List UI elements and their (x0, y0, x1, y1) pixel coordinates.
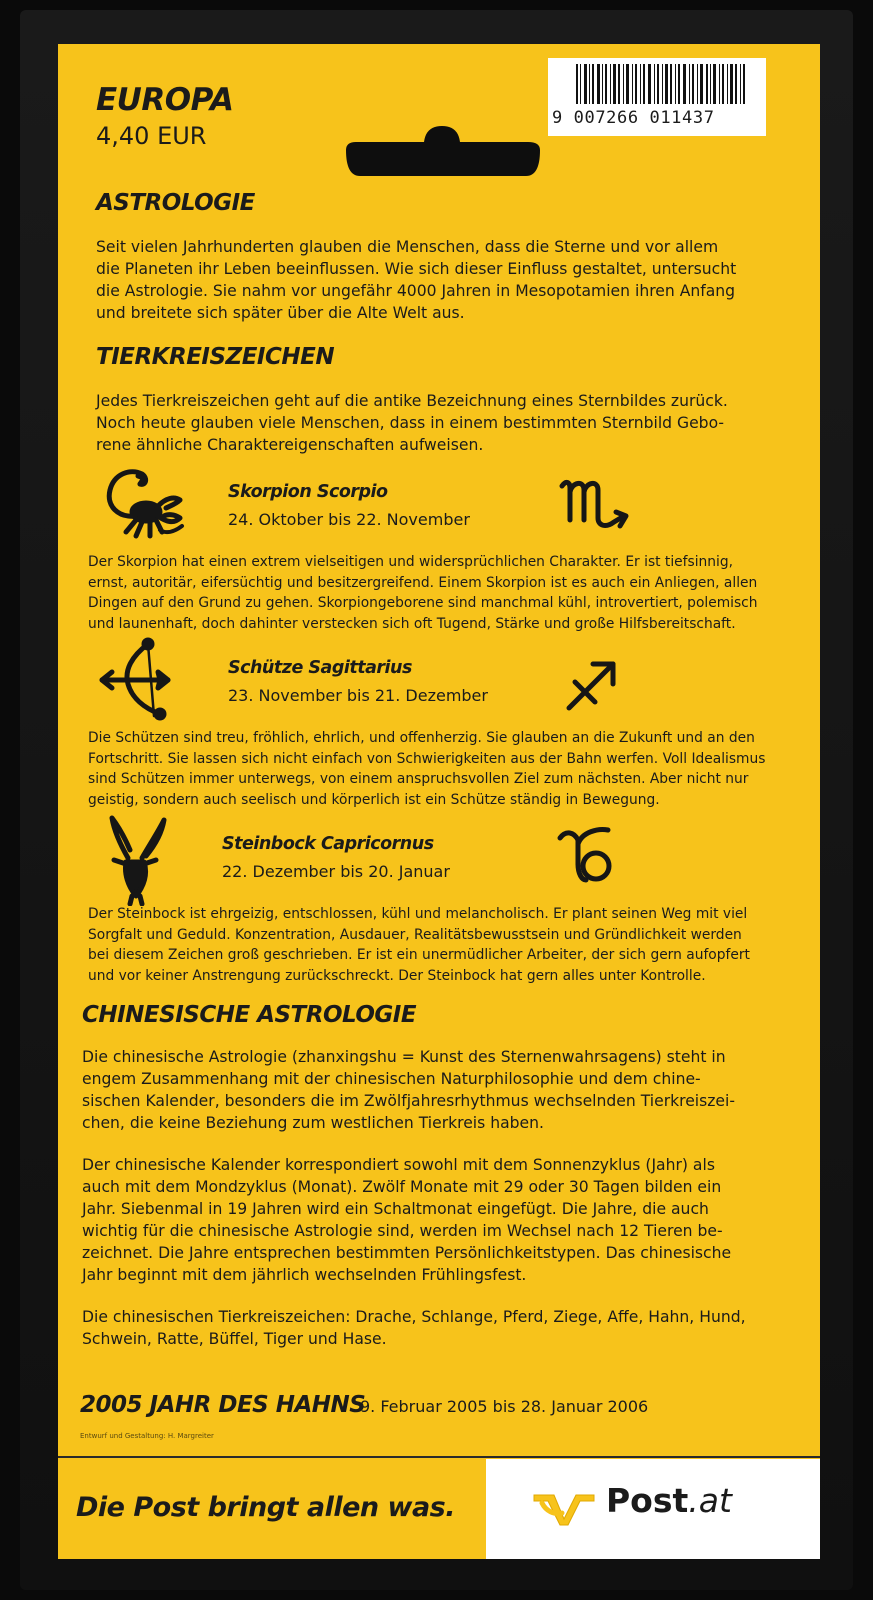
text-line: chen, die keine Beziehung zum westlichen Tierkreis haben. (82, 1114, 544, 1132)
text-line: wichtig für die chinesische Astrologie sind, werden im Wechsel nach 12 Tieren be- (82, 1222, 723, 1240)
barcode (548, 58, 766, 136)
text-line: ernst, autoritär, eifersüchtig und besitzergreifend. Einem Skorpion ist es auch ein Anliegen, allen (88, 574, 758, 591)
text-line: die Astrologie. Sie nahm vor ungefähr 4000 Jahren in Mesopotamien ihren Anfang (96, 282, 736, 300)
text-line: und launenhaft, doch dahinter verstecken sich oft Tugend, Stärke und große Hilfsbereitschaft. (88, 615, 736, 632)
chinese-paragraph-3 (82, 1306, 802, 1350)
text-line: bei diesem Zeichen groß geschrieben. Er ist ein unermüdlicher Arbeiter, der sich gern aufopfert (88, 947, 750, 963)
post-logo (486, 1459, 820, 1559)
text-line: sind Schützen immer unterwegs, von einem anspruchsvollen Ziel zum nächsten. Aber nicht nur (88, 771, 749, 787)
text-line: Dingen auf den Grund zu gehen. Skorpiongeborene sind manchmal kühl, introvertiert, polemisch (88, 595, 758, 611)
hanger-hole (326, 116, 558, 178)
ibex-icon (102, 814, 172, 906)
astrologie-text (96, 236, 796, 324)
text-line: Jedes Tierkreiszeichen geht auf die antike Bezeichnung eines Sternbildes zurück. (96, 392, 728, 410)
heading-jahr-des-hahns: 2005 JAHR DES HAHNS (80, 1392, 366, 1418)
sign-description-sagittarius (88, 728, 803, 810)
barcode-bars (548, 58, 766, 108)
text-line: geistig, sondern auch seelisch und körperlich ist ein Schütze ständig in Bewegung. (88, 791, 660, 808)
text-line: sischen Kalender, besonders die im Zwölfjahresrhythmus wechselnden Tierkreiszei- (82, 1092, 735, 1110)
text-line: Jahr beginnt mit dem jährlich wechselnden Frühlingsfest. (82, 1266, 527, 1284)
barcode-number: 9 007266 011437 (552, 108, 715, 128)
post-logo-text (606, 1481, 732, 1520)
chinese-paragraph-2 (82, 1154, 802, 1286)
stamp-booklet-card (58, 44, 820, 1559)
post-logo-suffix: .at (688, 1481, 732, 1520)
text-line: Der chinesische Kalender korrespondiert sowohl mit dem Sonnenzyklus (Jahr) als (82, 1156, 715, 1174)
text-line: Sorgfalt und Geduld. Konzentration, Ausdauer, Realitätsbewusstsein und Gründlichkeit werden (88, 926, 742, 943)
text-line: Die chinesischen Tierkreiszeichen: Drache, Schlange, Pferd, Ziege, Affe, Hahn, Hund, (82, 1308, 746, 1326)
title-europa: EUROPA (96, 82, 234, 118)
sign-dates-sagittarius: 23. November bis 21. Dezember (228, 686, 488, 705)
chinese-paragraph-1 (82, 1046, 802, 1134)
capricorn-symbol-icon (556, 824, 622, 886)
text-line: auch mit dem Mondzyklus (Monat). Zwölf Monate mit 29 oder 30 Tagen bilden ein (82, 1178, 722, 1196)
sign-description-capricorn (88, 904, 803, 986)
text-line: Der Skorpion hat einen extrem vielseitigen und widersprüchlichen Charakter. Er ist tiefsinnig, (88, 554, 733, 570)
text-line: Die Schützen sind treu, fröhlich, ehrlich, und offenherzig. Sie glauben an die Zukunft und an den (88, 730, 755, 746)
sign-name-sagittarius: Schütze Sagittarius (228, 658, 412, 678)
sagittarius-symbol-icon (563, 654, 623, 714)
text-line: Noch heute glauben viele Menschen, dass in einem bestimmten Sternbild Gebo- (96, 414, 725, 432)
heading-tierkreiszeichen: TIERKREISZEICHEN (96, 344, 335, 370)
sign-name-scorpio: Skorpion Scorpio (228, 482, 388, 502)
text-line: Jahr. Siebenmal in 19 Jahren wird ein Schaltmonat eingefügt. Die Jahre, die auch (82, 1200, 709, 1218)
text-line: zeichnet. Die Jahre entsprechen bestimmten Persönlichkeitstypen. Das chinesische (82, 1244, 732, 1262)
sign-description-scorpio (88, 552, 803, 634)
post-horn-icon (532, 1489, 596, 1527)
tierkreis-text (96, 390, 806, 456)
post-logo-main: Post (606, 1481, 689, 1520)
text-line: rene ähnliche Charaktereigenschaften aufweisen. (96, 436, 484, 454)
scorpion-icon (96, 460, 186, 542)
heading-astrologie: ASTROLOGIE (96, 190, 255, 216)
bow-arrow-icon (98, 636, 178, 722)
sign-name-capricorn: Steinbock Capricornus (222, 834, 434, 854)
price-label: 4,40 EUR (96, 122, 207, 150)
sign-dates-capricorn: 22. Dezember bis 20. Januar (222, 862, 450, 881)
scorpio-symbol-icon (558, 472, 644, 534)
footer-divider (58, 1456, 820, 1458)
text-line: Der Steinbock ist ehrgeizig, entschlossen, kühl und melancholisch. Er plant seinen Weg mit viel (88, 906, 748, 922)
hahn-dates: 9. Februar 2005 bis 28. Januar 2006 (360, 1397, 649, 1416)
slogan: Die Post bringt allen was. (76, 1492, 456, 1523)
text-line: und breitete sich später über die Alte Welt aus. (96, 304, 465, 322)
text-line: Seit vielen Jahrhunderten glauben die Menschen, dass die Sterne und vor allem (96, 238, 719, 256)
text-line: die Planeten ihr Leben beeinflussen. Wie sich dieser Einfluss gestaltet, untersucht (96, 260, 737, 278)
text-line: Fortschritt. Sie lassen sich nicht einfach von Schwierigkeiten aus der Bahn werfen. Voll Idealismus (88, 750, 766, 767)
text-line: Schwein, Ratte, Büffel, Tiger und Hase. (82, 1330, 387, 1348)
heading-chinesische-astrologie: CHINESISCHE ASTROLOGIE (82, 1002, 417, 1028)
sign-dates-scorpio: 24. Oktober bis 22. November (228, 510, 470, 529)
text-line: Die chinesische Astrologie (zhanxingshu = Kunst des Sternenwahrsagens) steht in (82, 1048, 726, 1066)
text-line: engem Zusammenhang mit der chinesischen Naturphilosophie und dem chine- (82, 1070, 701, 1088)
text-line: und vor keiner Anstrengung zurückschreckt. Der Steinbock hat gern alles unter Kontrolle. (88, 967, 706, 984)
design-credit: Entwurf und Gestaltung: H. Margreiter (80, 1432, 214, 1440)
